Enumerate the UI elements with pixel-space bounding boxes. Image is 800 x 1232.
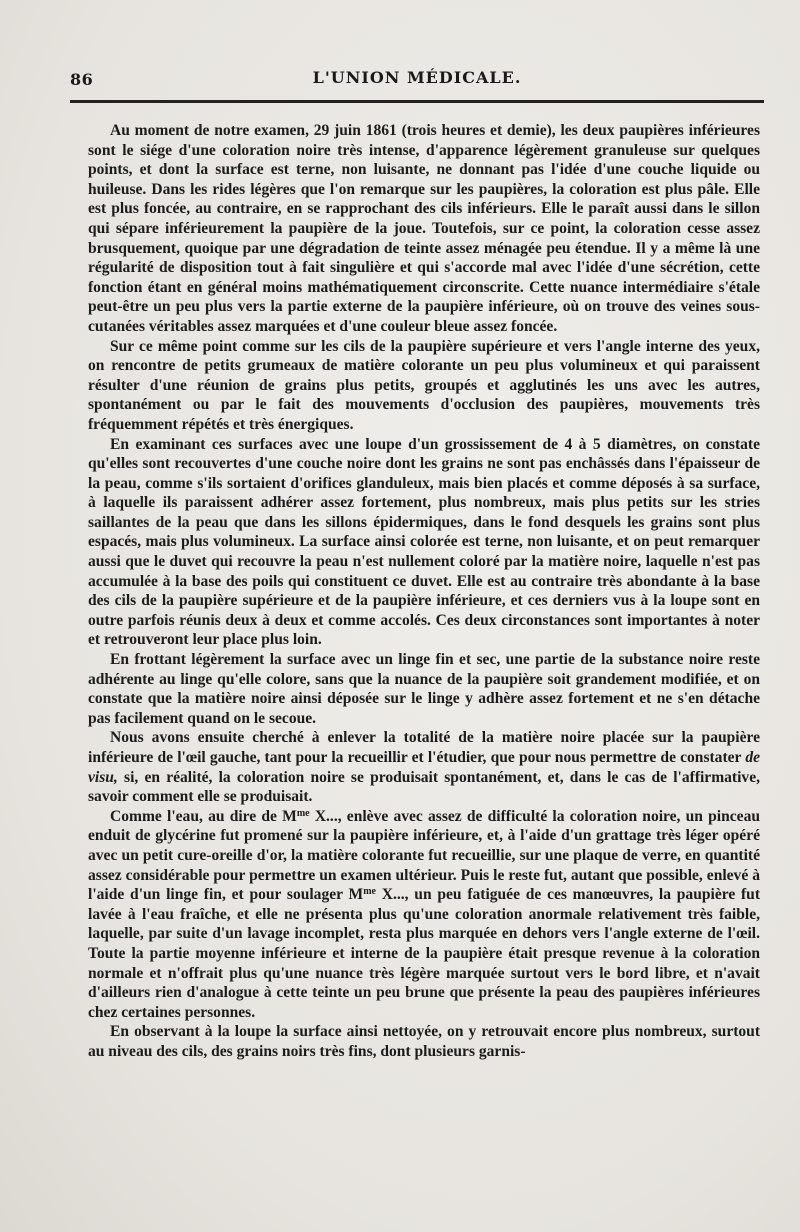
paragraph-6	[88, 807, 760, 1023]
title-superscript-2: me	[363, 886, 376, 898]
paragraph-2: Sur ce même point comme sur les cils de la paupière supérieure et vers l'angle interne des yeux, on rencontre de petits grumeaux de matière colorante un peu plus volumineux et qui paraissent résulter d'une réunion de grains plus petits, groupés et agglutinés les uns avec les autres, spontanément ou par le fait des mouvements d'occlusion des paupières, mouvements très fréquemment répétés et très énergiques.	[88, 337, 760, 433]
paragraph-6-before: Comme l'eau, au dire de M	[110, 807, 297, 825]
paragraph-7: En observant à la loupe la surface ainsi nettoyée, on y retrouvait encore plus nombreux, surtout au niveau des cils, des grains noirs très fins, dont plusieurs garnis-	[88, 1023, 760, 1060]
paragraph-5-before: Nous avons ensuite cherché à enlever la totalité de la matière noire placée sur la paupière inférieure de l'œil gauche, tant pour la recueillir et l'étudier, que pour nous permettre de constater	[88, 729, 760, 766]
article-body	[70, 121, 760, 1062]
paragraph-1: Au moment de notre examen, 29 juin 1861 (trois heures et demie), les deux paupières inférieures sont le siége d'une coloration noire très intense, d'apparence légèrement granuleuse sur quelques points, et dont la surface est terne, non luisante, ne donnant pas l'idée d'une couche liquide ou huileuse. Dans les rides légères que l'on remarque sur les paupières, la coloration est plus pâle. Elle est plus foncée, au contraire, en se rapprochant des cils inférieurs. Elle le paraît aussi dans le sillon qui sépare inférieurement la paupière de la joue. Toutefois, sur ce point, la coloration cesse assez brusquement, quoique par une dégradation de teinte assez ménagée peu étendue. Il y a même là une régularité de disposition tout à fait singulière et qui s'accorde mal avec l'idée d'une sécrétion, cette fonction étant en général moins mathématiquement circonscrite. Cette nuance intermédiaire s'étale peut-être un peu plus vers la partie externe de la paupière inférieure, où on trouve des veines sous-cutanées véritables assez marquées et d'une couleur bleue assez foncée.	[88, 122, 760, 335]
paragraph-3: En examinant ces surfaces avec une loupe d'un grossissement de 4 à 5 diamètres, on constate qu'elles sont recouvertes d'une couche noire dont les grains ne sont pas enchâssés dans l'épaisseur de la peau, comme s'ils sortaient d'orifices glanduleux, mais bien placés et comme déposés à sa surface, à laquelle ils paraissent adhérer assez fortement, plus nombreux, mais plus petits sur les stries saillantes de la peau que dans les sillons épidermiques, dans le fond desquels les grains sont plus espacés, mais plus volumineux. La surface ainsi colorée est terne, non luisante, et on peut remarquer aussi que le duvet qui recouvre la peau n'est nullement coloré par la matière noire, laquelle n'est pas accumulée à la base des poils qui constituent ce duvet. Elle est au contraire très abondante à la base des cils de la paupière supérieure et de la paupière inférieure, et ces derniers vus à la loupe sont en outre parfois réunis deux à deux et comme accolés. Ces deux circonstances sont importantes à noter et retrouveront leur place plus loin.	[88, 435, 760, 649]
paragraph-6-middle: X..., enlève avec assez de difficulté la coloration noire, un pinceau enduit de glycérine fut promené sur la paupière inférieure, et, à l'aide d'un grattage très léger opéré avec un petit cure-oreille d'or, la matière colorante fut recueillie, sur une plaque de verre, en quantité assez considérable pour permettre un examen ultérieur. Puis le reste fut, autant que possible, enlevé à l'aide d'un linge fin, et pour soulager M	[88, 807, 760, 904]
latin-phrase: de visu,	[88, 749, 760, 786]
header-rule	[70, 100, 764, 103]
running-title: L'UNION MÉDICALE.	[312, 68, 522, 87]
paragraph-6-end: X..., un peu fatiguée de ces manœuvres, la paupière fut lavée à l'eau fraîche, et elle ne présenta plus qu'une coloration anormale relativement très faible, laquelle, par suite d'un lavage incomplet, resta plus marquée en dehors vers l'angle externe de l'œil. Toute la partie moyenne inférieure et interne de la paupière était presque revenue à la coloration normale et n'offrait plus qu'une nuance très légère marquée surtout vers le bord libre, et n'avait d'ailleurs rien d'analogue à cette teinte un peu brune que présente la peau des paupières inférieures chez certaines personnes.	[88, 886, 761, 1021]
paragraph-5-after: si, en réalité, la coloration noire se produisait spontanément, et, dans le cas de l'affirmative, savoir comment elle se produisait.	[88, 768, 760, 806]
page-number: 86	[70, 70, 94, 89]
paragraph-4: En frottant légèrement la surface avec un linge fin et sec, une partie de la substance noire reste adhérente au linge qu'elle colore, sans que la nuance de la paupière soit grandement modifiée, et on constate que la matière noire ainsi déposée sur le linge y adhère assez fortement et ne s'en détache pas facilement quand on le secoue.	[88, 651, 760, 727]
title-superscript: me	[296, 807, 310, 819]
paragraph-5	[88, 728, 760, 806]
page-header	[70, 62, 764, 90]
